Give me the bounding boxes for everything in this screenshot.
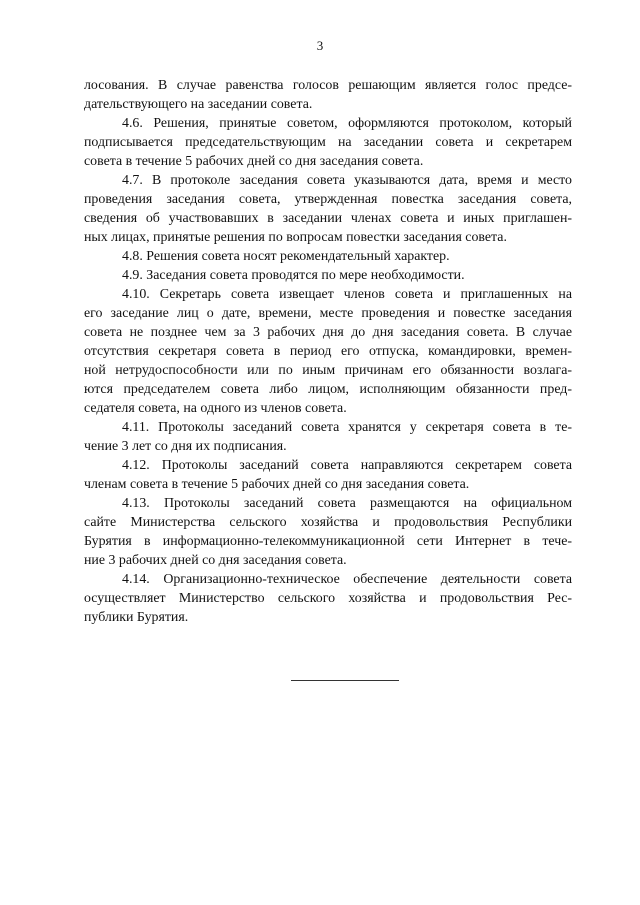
paragraph-4-6	[84, 114, 572, 171]
paragraph-4-9	[84, 266, 572, 285]
text-line: ных лицах, принятые решения по вопросам повестки заседания совета.	[84, 230, 507, 245]
text-line: совета не позднее чем за 3 рабочих дня до дня заседания совета. В случае	[84, 325, 572, 340]
text-line: отсутствия секретаря совета в период его отпуска, командировки, времен-	[84, 344, 572, 359]
text-line: 4.14. Организационно-техническое обеспечение деятельности совета	[122, 572, 572, 587]
text-line: 4.10. Секретарь совета извещает членов совета и приглашенных на	[122, 287, 572, 302]
text-line: 4.11. Протоколы заседаний совета хранятся у секретаря совета в те-	[122, 420, 572, 435]
document-body	[84, 76, 572, 627]
text-line: чение 3 лет со дня их подписания.	[84, 439, 287, 454]
text-line: Бурятия в информационно-телекоммуникационной сети Интернет в тече-	[84, 534, 572, 549]
text-line: 4.8. Решения совета носят рекомендательный характер.	[122, 249, 450, 264]
text-line: ются председателем совета либо лицом, исполняющим обязанности пред-	[84, 382, 572, 397]
text-line: 4.13. Протоколы заседаний совета размещаются на официальном	[122, 496, 572, 511]
text-line: 4.6. Решения, принятые советом, оформляются протоколом, который	[122, 116, 572, 131]
paragraph-4-12	[84, 456, 572, 494]
text-line: проведения заседания совета, утвержденная повестка заседания совета,	[84, 192, 572, 207]
text-line: дательствующего на заседании совета.	[84, 97, 313, 112]
text-line: седателя совета, на одного из членов совета.	[84, 401, 347, 416]
text-line: подписывается председательствующим на заседании совета и секретарем	[84, 135, 572, 150]
page-number: 3	[316, 38, 324, 53]
text-line: сайте Министерства сельского хозяйства и продовольствия Республики	[84, 515, 572, 530]
paragraph-4-10	[84, 285, 572, 418]
text-line: 4.9. Заседания совета проводятся по мере необходимости.	[122, 268, 465, 283]
paragraph-4-11	[84, 418, 572, 456]
text-line: его заседание лиц о дате, времени, месте проведения и повестке заседания	[84, 306, 572, 321]
text-line: членам совета в течение 5 рабочих дней со дня заседания совета.	[84, 477, 470, 492]
paragraph-4-7	[84, 171, 572, 247]
text-line: публики Бурятия.	[84, 610, 189, 625]
text-line: ной нетрудоспособности или по иным причинам его обязанности возлага-	[84, 363, 572, 378]
text-line: сведения об участвовавших в заседании членах совета и иных приглашен-	[84, 211, 572, 226]
text-line: 4.12. Протоколы заседаний совета направляются секретарем совета	[122, 458, 572, 473]
text-line: совета в течение 5 рабочих дней со дня заседания совета.	[84, 154, 424, 169]
text-line: ние 3 рабочих дней со дня заседания совета.	[84, 553, 347, 568]
paragraph-4-13	[84, 494, 572, 570]
text-line: осуществляет Министерство сельского хозяйства и продовольствия Рес-	[84, 591, 572, 606]
text-line: 4.7. В протоколе заседания совета указываются дата, время и место	[122, 173, 572, 188]
paragraph-4-8	[84, 247, 572, 266]
paragraph-4-14	[84, 570, 572, 627]
text-line: лосования. В случае равенства голосов решающим является голос предсе-	[84, 78, 572, 93]
paragraph-continuation	[84, 76, 572, 114]
end-divider	[291, 680, 399, 681]
